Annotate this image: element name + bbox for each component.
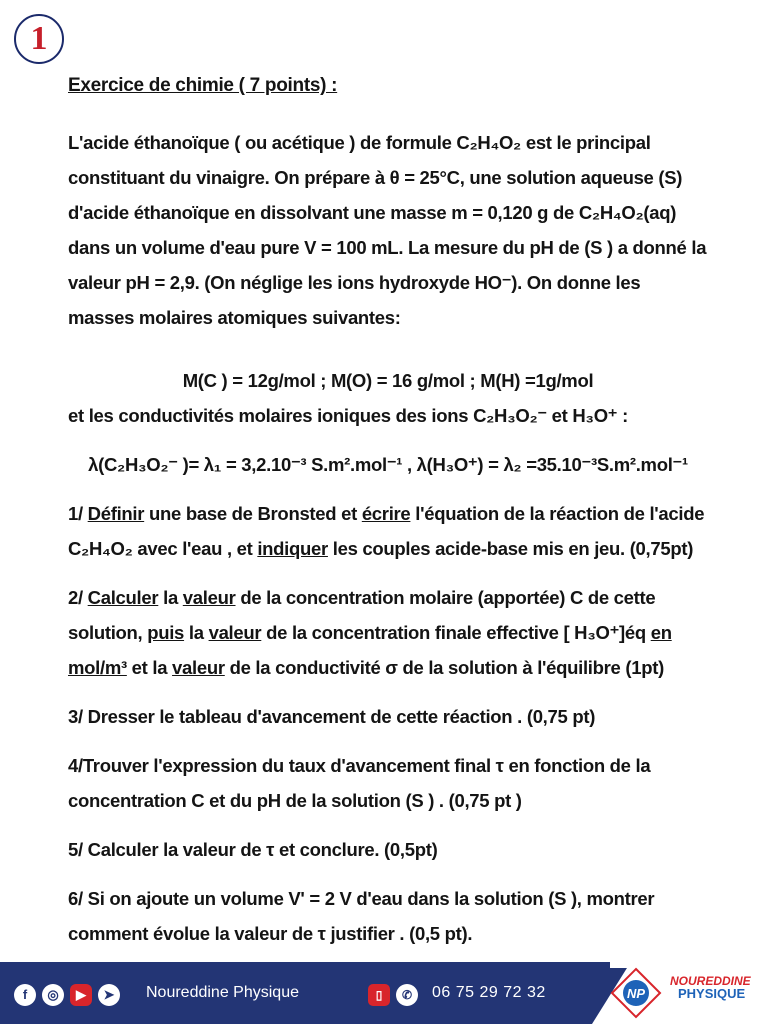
ion-hydronium: H₃O⁺ xyxy=(572,405,618,426)
conductivity-text-2: et xyxy=(546,405,573,426)
conductivity-text-3: : xyxy=(617,405,628,426)
phone-icon[interactable]: ▯ xyxy=(368,984,390,1006)
q4-concentration-c: C xyxy=(191,790,205,811)
q2-concentration-c: C xyxy=(569,587,584,608)
conductivity-text-1: et les conductivités molaires ioniques des ions xyxy=(68,405,474,426)
footer-channel-name: Noureddine Physique xyxy=(146,984,299,1001)
q1-number: 1/ xyxy=(68,503,88,524)
q4-text-2: et du xyxy=(204,790,257,811)
q4-text-1: 4/Trouver l'expression du taux d'avancement final τ en fonction de la concentration xyxy=(68,755,651,811)
intro-text-5: . La mesure du pH de (S ) a donné la valeur xyxy=(68,237,707,293)
q2-word-value-1: valeur xyxy=(182,587,236,608)
footer-phone-number: 06 75 29 72 32 xyxy=(432,984,546,1001)
q4-ph: pH xyxy=(256,790,281,811)
q2-unit: en mol/m³ xyxy=(68,622,672,678)
q1-text-1: une base de Bronsted et xyxy=(144,503,362,524)
temperature: θ = 25°C xyxy=(389,167,460,188)
q2-text-7: de la conductivité σ de la solution à l'équilibre (1pt) xyxy=(224,657,664,678)
q1-text-3: avec l'eau , et xyxy=(132,538,258,559)
intro-text-1: L'acide éthanoïque ( ou acétique ) de formule xyxy=(68,132,457,153)
q2-verb-calculate: Calculer xyxy=(87,587,159,608)
q2-text-5: de la concentration finale effective [ H₃O⁺]éq xyxy=(261,622,651,643)
q2-number: 2/ xyxy=(68,587,88,608)
q2-text-1: la xyxy=(158,587,183,608)
q2-word-value-2: valeur xyxy=(208,622,262,643)
exercise-content xyxy=(68,68,708,965)
conductivity-intro xyxy=(68,398,708,433)
ph-value: pH = 2,9 xyxy=(125,272,195,293)
youtube-icon[interactable]: ▶ xyxy=(70,984,92,1006)
q2-text-3: de cette solution, xyxy=(68,587,656,643)
molar-masses-line: M(C ) = 12g/mol ; M(O) = 16 g/mol ; M(H) =1g/mol xyxy=(182,370,594,391)
intro-text-4: dans un volume d'eau pure xyxy=(68,237,305,258)
question-5: 5/ Calculer la valeur de τ et conclure. (0,5pt) xyxy=(68,839,438,860)
volume-value: V = 100 mL xyxy=(304,237,399,258)
q1-text-2: l'équation de la réaction de l'acide xyxy=(410,503,705,524)
brand-logo xyxy=(608,966,762,1020)
intro-text-6: . (On néglige les ions hydroxyde HO⁻). On donne les masses molaires atomiques suivantes: xyxy=(68,272,641,328)
mass-value: m = 0,120 g de C₂H₄O₂(aq) xyxy=(451,202,677,223)
contact-icons xyxy=(368,984,418,1006)
q2-text-2: de la concentration molaire (apportée) xyxy=(235,587,570,608)
page-number-badge: 1 xyxy=(14,14,64,64)
question-6: 6/ Si on ajoute un volume V' = 2 V d'eau dans la solution (S ), montrer comment évolue la valeur de τ justifier . (0,5 pt). xyxy=(68,888,655,944)
facebook-icon[interactable]: f xyxy=(14,984,36,1006)
question-2 xyxy=(68,580,708,685)
intro-text-2: est le principal constituant du vinaigre. On prépare à xyxy=(68,132,651,188)
q1-verb-define: Définir xyxy=(87,503,145,524)
q1-formula: C₂H₄O₂ xyxy=(68,538,133,559)
question-4 xyxy=(68,748,708,818)
logo-text-physique: PHYSIQUE xyxy=(678,986,746,1001)
intro-paragraph xyxy=(68,125,708,335)
social-icons xyxy=(14,984,120,1006)
telegram-icon[interactable]: ➤ xyxy=(98,984,120,1006)
question-1 xyxy=(68,496,708,566)
q2-word-value-3: valeur xyxy=(172,657,225,678)
exercise-title: Exercice de chimie ( 7 points) : xyxy=(68,75,338,96)
formula-acetic-acid: C₂H₄O₂ xyxy=(456,132,521,153)
logo-mark-text: NP xyxy=(626,986,646,1001)
molar-conductivities-line: λ(C₂H₃O₂⁻ )= λ₁ = 3,2.10⁻³ S.m².mol⁻¹ , λ(H₃O⁺) = λ₂ =35.10⁻³S.m².mol⁻¹ xyxy=(88,454,688,475)
intro-text-3: , une solution aqueuse (S) d'acide éthanoïque en dissolvant une masse xyxy=(68,167,683,223)
logo-mark-icon xyxy=(608,966,664,1020)
question-3: 3/ Dresser le tableau d'avancement de cette réaction . (0,75 pt) xyxy=(68,706,596,727)
whatsapp-icon[interactable]: ✆ xyxy=(396,984,418,1006)
q1-verb-write: écrire xyxy=(361,503,411,524)
q2-word-then: puis xyxy=(147,622,185,643)
logo-text-noureddine: NOUREDDINE xyxy=(670,974,751,988)
q1-text-4: les couples acide-base mis en jeu. (0,75pt) xyxy=(327,538,694,559)
ion-acetate: C₂H₃O₂⁻ xyxy=(473,405,547,426)
q4-text-3: de la solution (S ) . (0,75 pt ) xyxy=(280,790,522,811)
instagram-icon[interactable]: ◎ xyxy=(42,984,64,1006)
q2-text-4: la xyxy=(184,622,209,643)
q1-verb-indicate: indiquer xyxy=(257,538,328,559)
q2-text-6: et la xyxy=(126,657,173,678)
